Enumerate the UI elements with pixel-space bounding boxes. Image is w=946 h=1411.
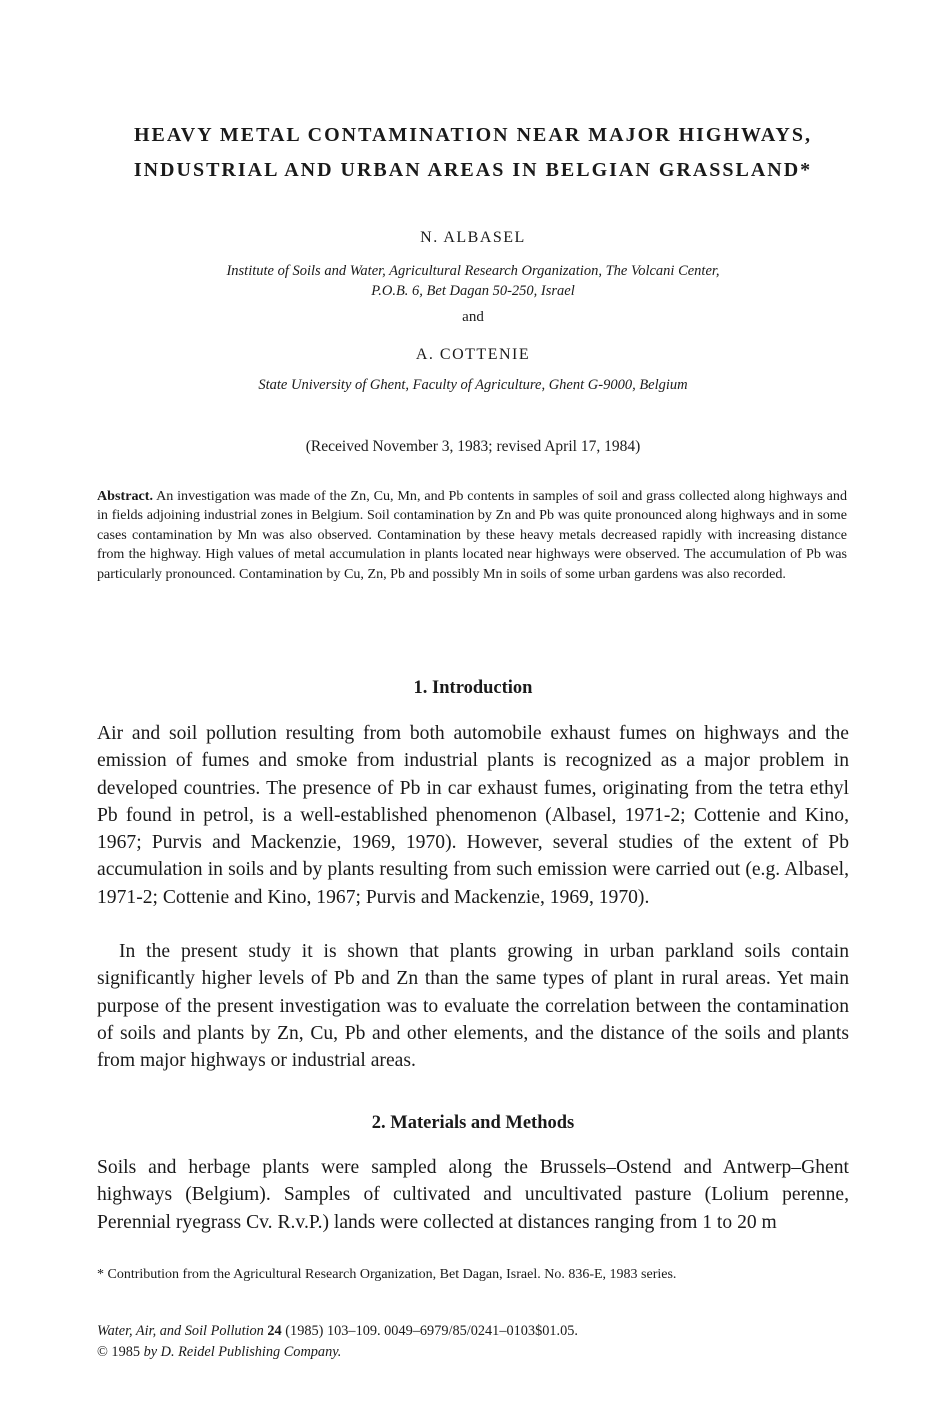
abstract — [97, 487, 847, 584]
affiliation-1-line-1: Institute of Soils and Water, Agricultural Research Organization, The Volcani Center, — [226, 263, 720, 279]
journal-citation-line — [97, 1321, 849, 1342]
copyright-line — [97, 1342, 849, 1363]
publisher: by D. Reidel Publishing Company. — [143, 1344, 342, 1360]
abstract-text: An investigation was made of the Zn, Cu, Mn, and Pb contents in samples of soil and grass collected along highways and in fields adjoining industrial zones in Belgium. Soil contamination by Zn and Pb was quite pronounced along highways and in some cases contamination by Mn was also observed. Contamination by these heavy metals decreased rapidly with increasing distance from the highway. High values of metal accumulation in plants located near highways were observed. The accumulation of Pb was particularly pronounced. Contamination by Cu, Zn, Pb and possibly Mn in soils of some urban gardens was also recorded. — [97, 488, 847, 582]
introduction-paragraph-1: Air and soil pollution resulting from both automobile exhaust fumes on highways and the emission of fumes and smoke from industrial plants is recognized as a major problem in developed countries. The presence of Pb in car exhaust fumes, originating from the tetra ethyl Pb found in petrol, is a well-established phenomenon (Albasel, 1971-2; Cottenie and Kino, 1967; Purvis and Mackenzie, 1969, 1970). However, several studies of the extent of Pb accumulation in soils and by plants resulting from such emission were carried out (e.g. Albasel, 1971-2; Cottenie and Kino, 1967; Purvis and Mackenzie, 1969, 1970). — [97, 723, 849, 908]
abstract-label: Abstract. — [97, 488, 153, 504]
introduction-paragraph-2: In the present study it is shown that plants growing in urban parkland soils contain significantly higher levels of Pb and Zn than the same types of plant in rural areas. Yet main purpose of the present investigation was to evaluate the correlation between the contamination of soils and plants by Zn, Cu, Pb and other elements, and the distance of the soils and plants from major highways or industrial areas. — [97, 941, 849, 1072]
affiliation-2-line-1: State University of Ghent, Faculty of Agriculture, Ghent G-9000, Belgium — [258, 377, 688, 393]
author-affiliation-1 — [0, 261, 946, 301]
copyright-year: © 1985 — [97, 1344, 141, 1360]
title-line-2: INDUSTRIAL AND URBAN AREAS IN BELGIAN GRASSLAND* — [133, 159, 813, 181]
section-heading-materials-methods: 2. Materials and Methods — [371, 1113, 575, 1133]
author-name-2: A. COTTENIE — [415, 346, 531, 363]
author-affiliation-2 — [0, 375, 946, 395]
section-heading-introduction: 1. Introduction — [413, 678, 533, 698]
footnote: * Contribution from the Agricultural Research Organization, Bet Dagan, Israel. No. 836-E, 1983 series. — [97, 1267, 677, 1282]
title-line-1: HEAVY METAL CONTAMINATION NEAR MAJOR HIGHWAYS, — [134, 124, 812, 146]
author-conjunction: and — [462, 309, 484, 325]
journal-citation — [97, 1321, 849, 1363]
journal-volume: 24 — [267, 1323, 282, 1339]
materials-methods-paragraph-1: Soils and herbage plants were sampled along the Brussels–Ostend and Antwerp–Ghent highways (Belgium). Samples of cultivated and uncultivated pasture (Lolium perenne, Perennial ryegrass Cv. R.v.P.) lands were collected at distances ranging from 1 to 20 m — [97, 1157, 849, 1233]
received-dates: (Received November 3, 1983; revised April 17, 1984) — [305, 438, 641, 455]
journal-name: Water, Air, and Soil Pollution — [97, 1323, 264, 1339]
affiliation-1-line-2: P.O.B. 6, Bet Dagan 50-250, Israel — [371, 283, 575, 299]
journal-pages-issn: (1985) 103–109. 0049–6979/85/0241–0103$01.05. — [285, 1323, 578, 1339]
paper-title — [60, 118, 886, 188]
author-name-1: N. ALBASEL — [420, 229, 526, 246]
